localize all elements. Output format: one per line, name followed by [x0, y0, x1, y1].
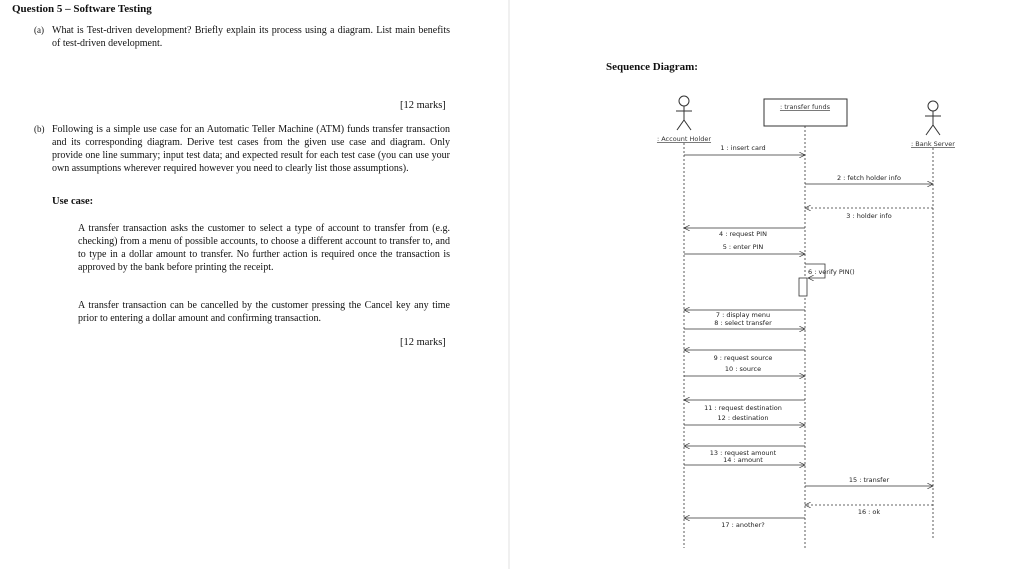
message-label-7: 7 : display menu [715, 311, 771, 319]
message-label-2: 2 : fetch holder info [836, 174, 902, 182]
use-case-paragraph-1: A transfer transaction asks the customer to select a type of account to transfer from (e.g. checking) from a menu of possible accounts, to choose a different account to transfer to, and to type in a dollar amount to transfer. No further action is required once the transaction is approved by the bank before printing the receipt. [78, 223, 450, 273]
message-label-6: 6 : verify PIN() [808, 268, 855, 276]
part-a-label: (a) [34, 25, 44, 35]
message-label-10: 10 : source [724, 365, 762, 373]
sequence-diagram [510, 0, 1024, 569]
message-label-9: 9 : request source [713, 354, 773, 362]
message-label-4: 4 : request PIN [719, 230, 767, 238]
bank-server-actor-icon [925, 101, 941, 135]
diagram-page [510, 0, 1024, 569]
activation-box [799, 278, 807, 296]
use-case-paragraph-2: A transfer transaction can be cancelled by the customer pressing the Cancel key any time prior to entering a dollar amount and confirming transaction. [78, 300, 450, 324]
message-label-12: 12 : destination [717, 414, 769, 422]
question-page [0, 0, 508, 569]
part-b-marks: [12 marks] [400, 337, 446, 348]
message-label-13: 13 : request amount [709, 449, 777, 457]
message-label-3: 3 : holder info [846, 212, 892, 220]
part-a-marks: [12 marks] [400, 100, 446, 111]
message-label-16: 16 : ok [857, 508, 881, 516]
message-label-17: 17 : another? [721, 521, 765, 529]
transfer-funds-label: : transfer funds [779, 103, 831, 111]
part-a-text: What is Test-driven development? Briefly explain its process using a diagram. List main benefits of test-driven development. [52, 25, 450, 49]
part-b-text: Following is a simple use case for an Automatic Teller Machine (ATM) funds transfer transaction and its corresponding diagram. Derive test cases from the given use case and diagram. Only provide one line summary; input test data; and expected result for each test case (you can use your own assumptions wherever required however you need to clearly list those assumptions). [52, 124, 450, 174]
message-label-8: 8 : select transfer [714, 319, 772, 327]
part-b-label: (b) [34, 124, 45, 134]
question-title: Question 5 – Software Testing [12, 3, 152, 15]
message-label-5: 5 : enter PIN [722, 243, 764, 251]
message-label-15: 15 : transfer [848, 476, 890, 484]
sequence-diagram-title: Sequence Diagram: [606, 61, 698, 73]
part-b [34, 123, 450, 175]
message-label-14: 14 : amount [723, 456, 763, 464]
use-case-heading: Use case: [52, 196, 94, 207]
part-a [34, 24, 450, 50]
account-holder-actor-icon [676, 96, 692, 130]
message-label-11: 11 : request destination [704, 404, 782, 412]
message-label-1: 1 : insert card [720, 144, 766, 152]
account-holder-label: : Account Holder [656, 135, 712, 143]
bank-server-label: : Bank Server [911, 140, 955, 148]
